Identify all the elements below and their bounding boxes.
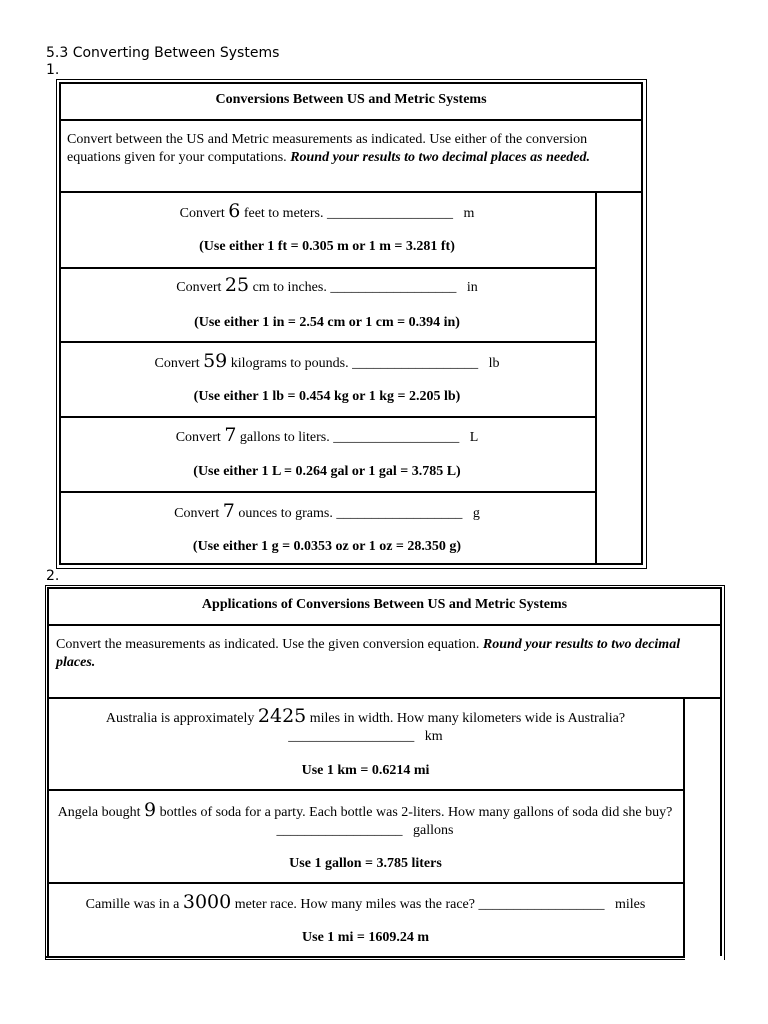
answer-blank[interactable]: __________________ xyxy=(336,506,463,521)
answer-blank[interactable]: __________________ xyxy=(288,729,415,744)
answer-blank[interactable]: __________________ xyxy=(330,280,457,295)
divider xyxy=(47,882,685,884)
unit-label: L xyxy=(469,430,479,445)
unit-label: km xyxy=(424,729,443,744)
divider xyxy=(59,191,643,193)
unit-label: gallons xyxy=(413,823,454,838)
table-bottom-border xyxy=(45,956,685,958)
given-value: 59 xyxy=(203,350,228,372)
given-value: 25 xyxy=(224,274,250,296)
conversion-hint: (Use either 1 g = 0.0353 oz or 1 oz = 28.350 g) xyxy=(192,539,462,554)
conversion-hint: (Use either 1 L = 0.264 gal or 1 gal = 3.785 L) xyxy=(193,464,461,479)
divider xyxy=(59,416,597,418)
given-value: 2425 xyxy=(257,705,307,727)
conversion-hint: (Use either 1 in = 2.54 cm or 1 cm = 0.394 in) xyxy=(194,315,460,330)
given-value: 7 xyxy=(222,500,235,522)
answer-column-divider xyxy=(683,698,685,956)
unit-label: in xyxy=(466,280,478,295)
answer-blank[interactable]: __________________ xyxy=(327,206,453,221)
divider xyxy=(47,697,722,699)
frame-right xyxy=(720,587,722,956)
conversion-hint: Use 1 gallon = 3.785 liters xyxy=(289,856,442,871)
conversion-hint: Use 1 mi = 1609.24 m xyxy=(302,930,429,945)
problem-1-item: Convert 59 kilograms to pounds. __________________ lb xyxy=(154,350,500,372)
unit-label: lb xyxy=(488,356,500,371)
divider xyxy=(59,341,597,343)
problem-1-item: Convert 25 cm to inches. __________________ in xyxy=(176,274,478,296)
table-bottom-border xyxy=(45,959,685,960)
divider xyxy=(59,119,643,121)
answer-blank[interactable]: __________________ xyxy=(352,356,479,371)
divider xyxy=(47,789,685,791)
problem-1-item: Convert 6 feet to meters. __________________ m xyxy=(179,200,475,222)
divider xyxy=(59,267,597,269)
divider xyxy=(47,624,722,626)
conversion-hint: (Use either 1 ft = 0.305 m or 1 m = 3.281 ft) xyxy=(199,239,455,254)
answer-blank[interactable]: __________________ xyxy=(276,823,403,838)
problem-2-header: Applications of Conversions Between US and Metric Systems xyxy=(201,597,568,612)
given-value: 3000 xyxy=(182,891,232,913)
problem-1-instructions: Convert between the US and Metric measurements as indicated. Use either of the conversion equations given for your computations. Round your results to two decimal places as needed. xyxy=(67,132,591,165)
problem-2-item: Camille was in a 3000 meter race. How many miles was the race? __________________ miles xyxy=(85,891,646,913)
unit-label: m xyxy=(463,206,475,221)
unit-label: miles xyxy=(614,897,646,912)
problem-1-header: Conversions Between US and Metric Systems xyxy=(215,92,487,107)
conversion-hint: (Use either 1 lb = 0.454 kg or 1 kg = 2.205 lb) xyxy=(193,389,461,404)
problem-2-item: Angela bought 9 bottles of soda for a party. Each bottle was 2-liters. How many gallons of soda did she buy? __________________ gallons xyxy=(57,799,673,838)
answer-blank[interactable]: __________________ xyxy=(333,430,460,445)
problem-1-number: 1. xyxy=(46,62,60,78)
answer-column-divider xyxy=(595,192,597,564)
problem-2-item: Australia is approximately 2425 miles in width. How many kilometers wide is Australia? __________________ km xyxy=(105,705,626,744)
divider xyxy=(59,491,597,493)
problem-2-instructions: Convert the measurements as indicated. Use the given conversion equation. Round your results to two decimal places. xyxy=(56,637,681,670)
section-title: 5.3 Converting Between Systems xyxy=(46,45,280,61)
problem-1-item: Convert 7 gallons to liters. __________________ L xyxy=(175,424,479,446)
given-value: 6 xyxy=(228,200,241,222)
problem-1-item: Convert 7 ounces to grams. __________________ g xyxy=(174,500,480,522)
answer-blank[interactable]: __________________ xyxy=(478,897,605,912)
conversion-hint: Use 1 km = 0.6214 mi xyxy=(301,763,430,778)
unit-label: g xyxy=(472,506,480,521)
given-value: 9 xyxy=(144,799,157,821)
problem-2-number: 2. xyxy=(46,568,60,584)
given-value: 7 xyxy=(224,424,237,446)
